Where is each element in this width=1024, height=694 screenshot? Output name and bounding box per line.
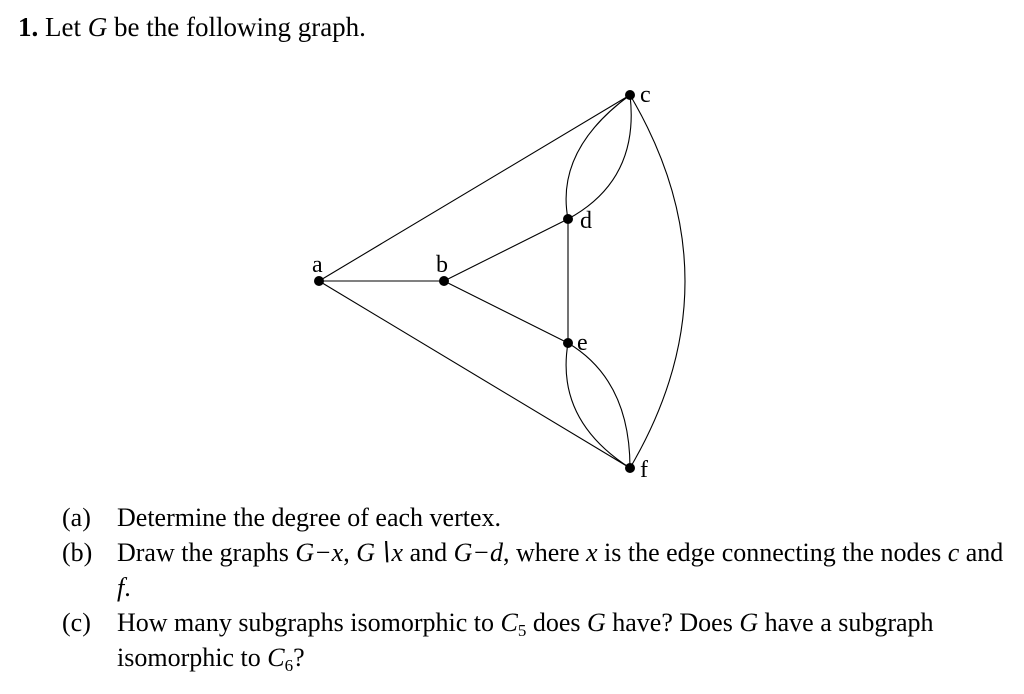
- vertex-label-d: d: [580, 208, 592, 234]
- part-b-math-2: G∖x: [356, 538, 404, 567]
- intro-text-2: be the following graph.: [107, 12, 366, 42]
- problem-number: 1.: [18, 12, 39, 42]
- vertex-d: [563, 214, 573, 224]
- part-b-marker: (b): [62, 538, 93, 567]
- vertex-label-c: c: [640, 82, 651, 108]
- intro-text-1: Let: [45, 12, 88, 42]
- part-c-text-1: How many subgraphs isomorphic to: [117, 608, 501, 637]
- edge-b-e: [444, 281, 568, 343]
- part-b-text-3: and: [403, 538, 454, 567]
- part-c-math-2: G: [586, 608, 606, 637]
- part-b-text-1: Draw the graphs: [117, 538, 296, 567]
- part-b-math-4: x: [585, 538, 598, 567]
- vertex-label-b: b: [436, 252, 448, 278]
- edge-c-f: [630, 95, 685, 468]
- vertex-e: [563, 338, 573, 348]
- part-c-math-3: G: [739, 608, 759, 637]
- part-c-text-4: have a subgraph isomorphic to: [117, 608, 934, 672]
- vertex-label-a: a: [312, 252, 323, 278]
- part-c-marker: (c): [62, 608, 91, 637]
- vertex-label-f: f: [640, 457, 648, 483]
- part-b-math-3: G−d: [453, 538, 503, 567]
- part-a-text: Determine the degree of each vertex.: [117, 503, 502, 532]
- edge-a-f: [319, 281, 630, 468]
- part-c: [62, 605, 1012, 675]
- part-a-marker: (a): [62, 503, 91, 532]
- part-b-text-7: .: [124, 573, 131, 602]
- part-c-sub-1: 5: [517, 621, 527, 640]
- part-c-text-2: does: [526, 608, 587, 637]
- part-b-math-6: f: [117, 573, 125, 602]
- part-c-text-3: have? Does: [605, 608, 740, 637]
- part-b-text-6: and: [959, 538, 1004, 567]
- vertex-f: [625, 463, 635, 473]
- part-b-text-2: ,: [343, 538, 357, 567]
- intro-graph-symbol: G: [87, 12, 108, 42]
- part-c-math-4: C: [267, 643, 285, 672]
- part-b-math-5: c: [947, 538, 960, 567]
- part-c-text-5: ?: [293, 643, 305, 672]
- edge-a-c: [319, 95, 630, 281]
- part-b-text-5: is the edge connecting the nodes: [597, 538, 948, 567]
- part-b-math-1: G−x: [295, 538, 344, 567]
- edge-b-d: [444, 219, 568, 281]
- vertex-label-e: e: [577, 330, 588, 356]
- part-c-math-1: C: [500, 608, 518, 637]
- vertex-c: [625, 90, 635, 100]
- part-a: [62, 500, 1012, 535]
- part-b-text-4: , where: [502, 538, 586, 567]
- part-c-sub-2: 6: [284, 656, 294, 675]
- part-b: [62, 535, 1012, 605]
- problem-parts: [62, 500, 1012, 675]
